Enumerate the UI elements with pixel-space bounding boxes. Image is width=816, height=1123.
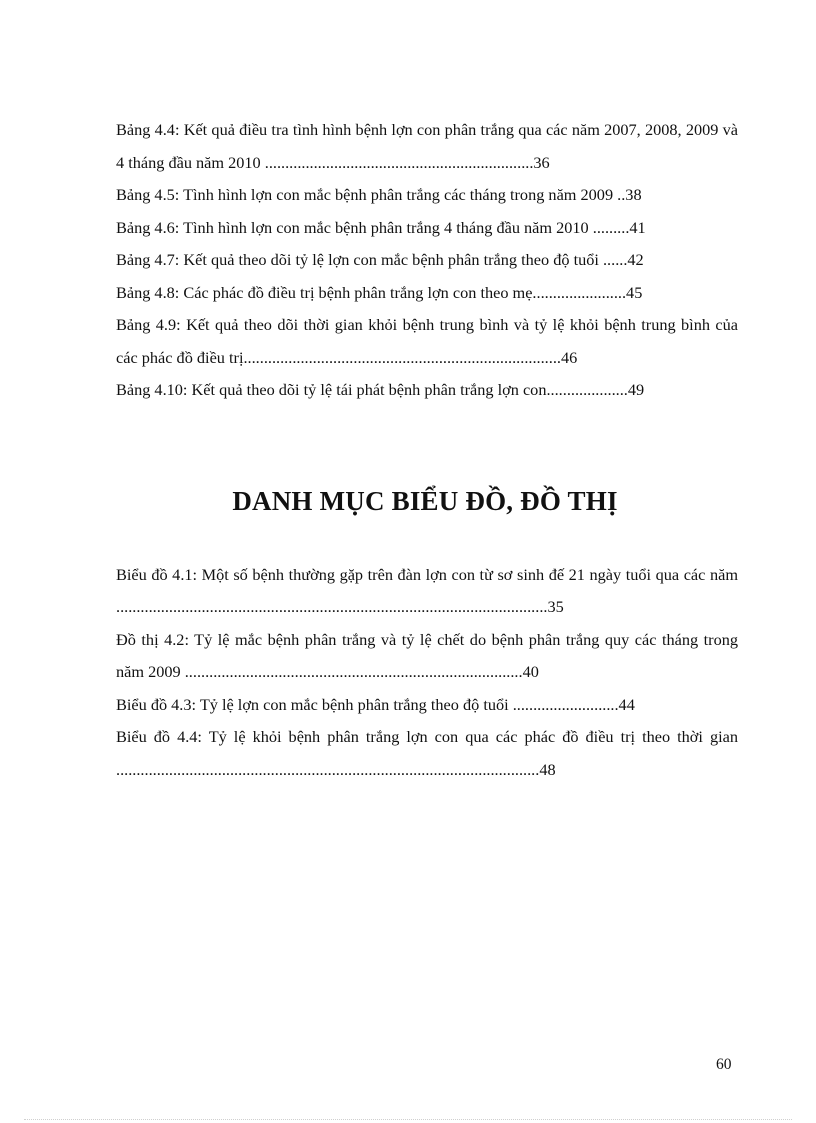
- charts-list: [116, 559, 738, 787]
- table-entry-4-5: Bảng 4.5: Tình hình lợn con mắc bệnh phân trắng các tháng trong năm 2009 ..38: [116, 185, 642, 204]
- page-content: [116, 114, 738, 786]
- chart-entry-4-1: Biểu đồ 4.1: Một số bệnh thường gặp trên đàn lợn con từ sơ sinh đế 21 ngày tuổi qua các năm ..........................................................................................................35: [116, 564, 738, 616]
- tables-list: [116, 114, 738, 407]
- table-entry-4-4: Bảng 4.4: Kết quả điều tra tình hình bệnh lợn con phân trắng qua các năm 2007, 2008, 2009 và 4 tháng đầu năm 2010 ..................................................................36: [116, 120, 738, 172]
- table-entry-4-6: Bảng 4.6: Tình hình lợn con mắc bệnh phân trắng 4 tháng đầu năm 2010 .........41: [116, 217, 646, 237]
- table-entry-4-9: Bảng 4.9: Kết quả theo dõi thời gian khỏi bệnh trung bình và tỷ lệ khỏi bệnh trung bình của các phác đồ điều trị..............................................................................46: [116, 315, 738, 367]
- chart-entry-4-3: Biểu đồ 4.3: Tỷ lệ lợn con mắc bệnh phân trắng theo độ tuổi ..........................44: [116, 694, 635, 714]
- table-entry-4-8: Bảng 4.8: Các phác đồ điều trị bệnh phân trắng lợn con theo mẹ.......................45: [116, 282, 643, 302]
- table-entry-4-10: Bảng 4.10: Kết quả theo dõi tỷ lệ tái phát bệnh phân trắng lợn con....................49: [116, 380, 645, 399]
- charts-section-heading: DANH MỤC BIỂU ĐỒ, ĐỒ THỊ: [232, 485, 618, 516]
- bottom-divider: [24, 1119, 792, 1120]
- chart-entry-4-4: Biểu đồ 4.4: Tỷ lệ khỏi bệnh phân trắng lợn con qua các phác đồ điều trị theo thời gian ........................................................................................................48: [116, 727, 738, 779]
- table-entry-4-7: Bảng 4.7: Kết quả theo dõi tỷ lệ lợn con mắc bệnh phân trắng theo độ tuổi ......42: [116, 250, 644, 269]
- chart-entry-4-2: Đồ thị 4.2: Tỷ lệ mắc bệnh phân trắng và tỷ lệ chết do bệnh phân trắng quy các tháng trong năm 2009 ...................................................................................40: [116, 629, 738, 681]
- page-number: 60: [716, 1056, 732, 1073]
